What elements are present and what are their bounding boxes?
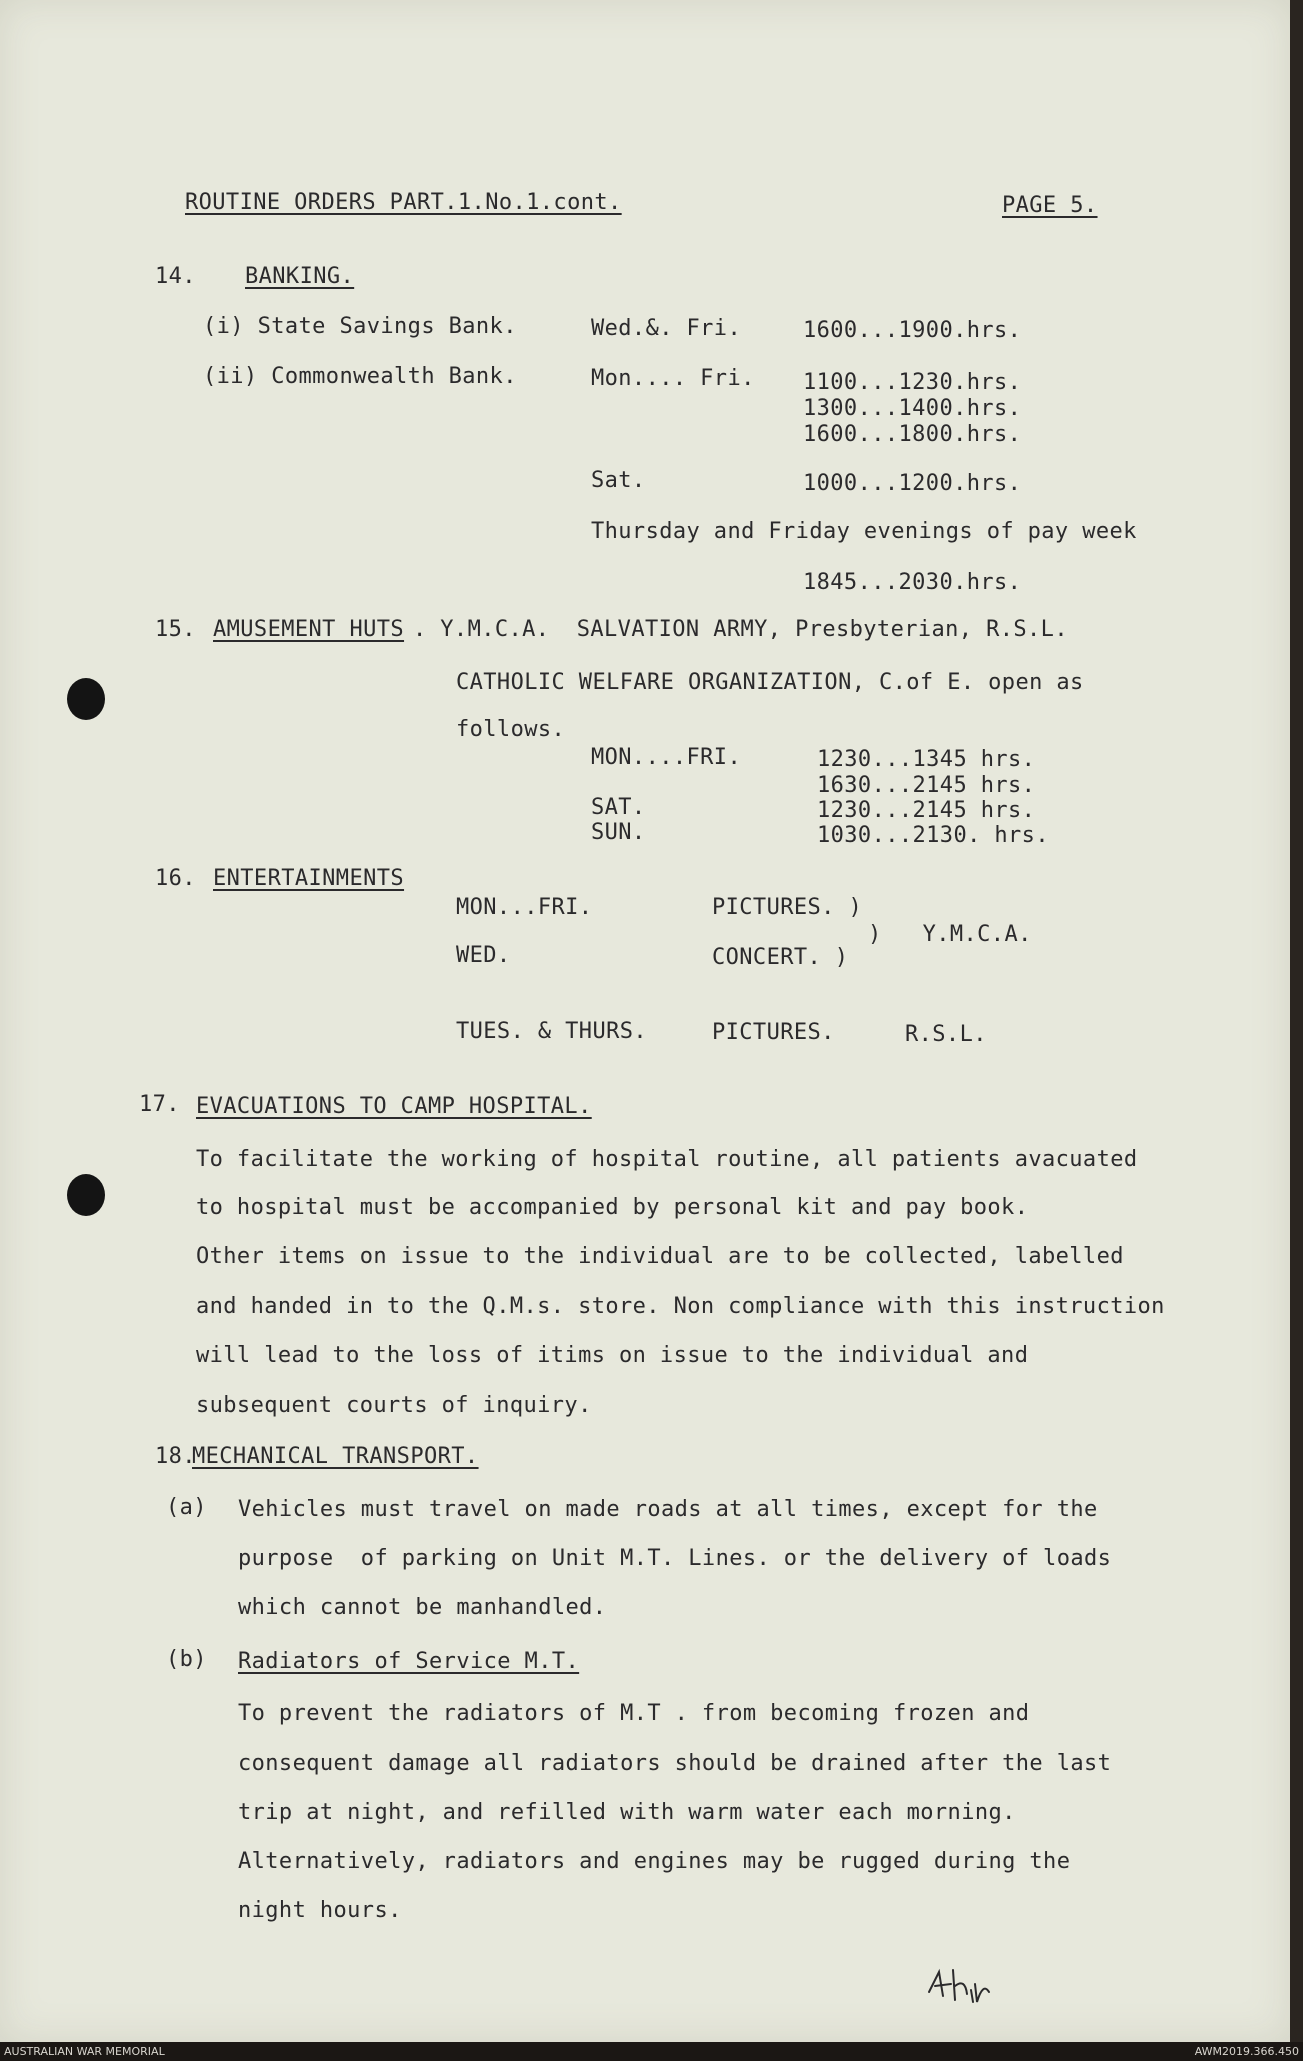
huts-time-3: 1230...2145 hrs. xyxy=(817,798,1036,823)
entertainment-ymca: ) Y.M.C.A. xyxy=(868,922,1032,947)
section-17-line-3: Other items on issue to the individual are to be collected, labelled xyxy=(196,1244,1124,1269)
entertainment-row-3-event: PICTURES. xyxy=(712,1020,835,1045)
huts-time-1: 1230...1345 hrs. xyxy=(817,747,1036,772)
punch-hole-top xyxy=(67,678,105,720)
entertainment-row-1-days: MON...FRI. xyxy=(456,895,593,920)
item-b-label: (b) xyxy=(166,1647,207,1672)
item-b-line-4: Alternatively, radiators and engines may be rugged during the xyxy=(238,1849,1071,1874)
section-17-line-4: and handed in to the Q.M.s. store. Non compliance with this instruction xyxy=(196,1294,1165,1319)
section-14-heading: BANKING. xyxy=(245,264,355,289)
section-15-heading: AMUSEMENT HUTS xyxy=(213,617,405,642)
item-b-heading: Radiators of Service M.T. xyxy=(238,1649,580,1674)
section-17-line-1: To facilitate the working of hospital routine, all patients avacuated xyxy=(196,1147,1138,1172)
section-16-number: 16. xyxy=(155,866,196,891)
bank-2-days: Mon.... Fri. xyxy=(591,366,755,391)
section-17-line-5: will lead to the loss of itims on issue to the individual and xyxy=(196,1343,1029,1368)
section-15-line-1: . Y.M.C.A. SALVATION ARMY, Presbyterian, R.S.L. xyxy=(413,617,1068,642)
handwritten-signature xyxy=(925,1962,995,2012)
item-b-line-3: trip at night, and refilled with warm water each morning. xyxy=(238,1800,1016,1825)
entertainment-row-3-days: TUES. & THURS. xyxy=(456,1019,648,1044)
item-b-line-5: night hours. xyxy=(238,1898,402,1923)
punch-hole-bottom xyxy=(67,1174,105,1216)
item-a-line-2: purpose of parking on Unit M.T. Lines. or the delivery of loads xyxy=(238,1546,1112,1571)
section-18-heading: MECHANICAL TRANSPORT. xyxy=(192,1444,479,1469)
item-a-label: (a) xyxy=(166,1495,207,1520)
section-15-line-2: CATHOLIC WELFARE ORGANIZATION, C.of E. open as xyxy=(456,670,1084,695)
section-16-heading: ENTERTAINMENTS xyxy=(213,866,405,891)
entertainment-row-2-days: WED. xyxy=(456,943,511,968)
bank-1-time: 1600...1900.hrs. xyxy=(803,318,1022,343)
section-17-number: 17. xyxy=(139,1092,180,1117)
item-a-line-1: Vehicles must travel on made roads at all times, except for the xyxy=(238,1497,1098,1522)
huts-days-3: SAT. xyxy=(591,795,646,820)
huts-days-4: SUN. xyxy=(591,820,646,845)
bank-2-time-2: 1300...1400.hrs. xyxy=(803,396,1022,421)
bank-2-time-1: 1100...1230.hrs. xyxy=(803,370,1022,395)
bank-sat-time: 1000...1200.hrs. xyxy=(803,471,1022,496)
item-a-line-3: which cannot be manhandled. xyxy=(238,1595,607,1620)
archive-footer xyxy=(0,2042,1303,2061)
section-18-number: 18. xyxy=(155,1444,196,1469)
page-title: ROUTINE ORDERS PART.1.No.1.cont. xyxy=(185,190,622,215)
section-17-line-6: subsequent courts of inquiry. xyxy=(196,1393,592,1418)
item-b-line-2: consequent damage all radiators should be drained after the last xyxy=(238,1751,1112,1776)
entertainment-row-3-org: R.S.L. xyxy=(905,1022,987,1047)
page-number: PAGE 5. xyxy=(1002,193,1098,218)
huts-time-4: 1030...2130. hrs. xyxy=(817,823,1049,848)
footer-accession-number: AWM2019.366.450 xyxy=(1194,2045,1299,2058)
section-14-number: 14. xyxy=(155,264,196,289)
entertainment-row-1-event: PICTURES. ) xyxy=(712,895,863,920)
bank-evening-time: 1845...2030.hrs. xyxy=(803,570,1022,595)
page-edge xyxy=(1290,0,1303,2042)
item-b-line-1: To prevent the radiators of M.T . from becoming frozen and xyxy=(238,1701,1030,1726)
huts-time-2: 1630...2145 hrs. xyxy=(817,773,1036,798)
footer-institution: AUSTRALIAN WAR MEMORIAL xyxy=(4,2045,165,2058)
section-15-number: 15. xyxy=(155,617,196,642)
bank-2-label: (ii) Commonwealth Bank. xyxy=(203,364,517,389)
bank-2-time-3: 1600...1800.hrs. xyxy=(803,422,1022,447)
section-17-line-2: to hospital must be accompanied by personal kit and pay book. xyxy=(196,1195,1029,1220)
huts-days-1: MON....FRI. xyxy=(591,745,742,770)
entertainment-row-2-event: CONCERT. ) xyxy=(712,945,849,970)
bank-sat-day: Sat. xyxy=(591,468,646,493)
bank-1-days: Wed.&. Fri. xyxy=(591,316,742,341)
section-15-line-3: follows. xyxy=(456,717,566,742)
section-17-heading: EVACUATIONS TO CAMP HOSPITAL. xyxy=(196,1094,592,1119)
bank-1-label: (i) State Savings Bank. xyxy=(203,314,517,339)
bank-evening-note: Thursday and Friday evenings of pay week xyxy=(591,519,1137,544)
